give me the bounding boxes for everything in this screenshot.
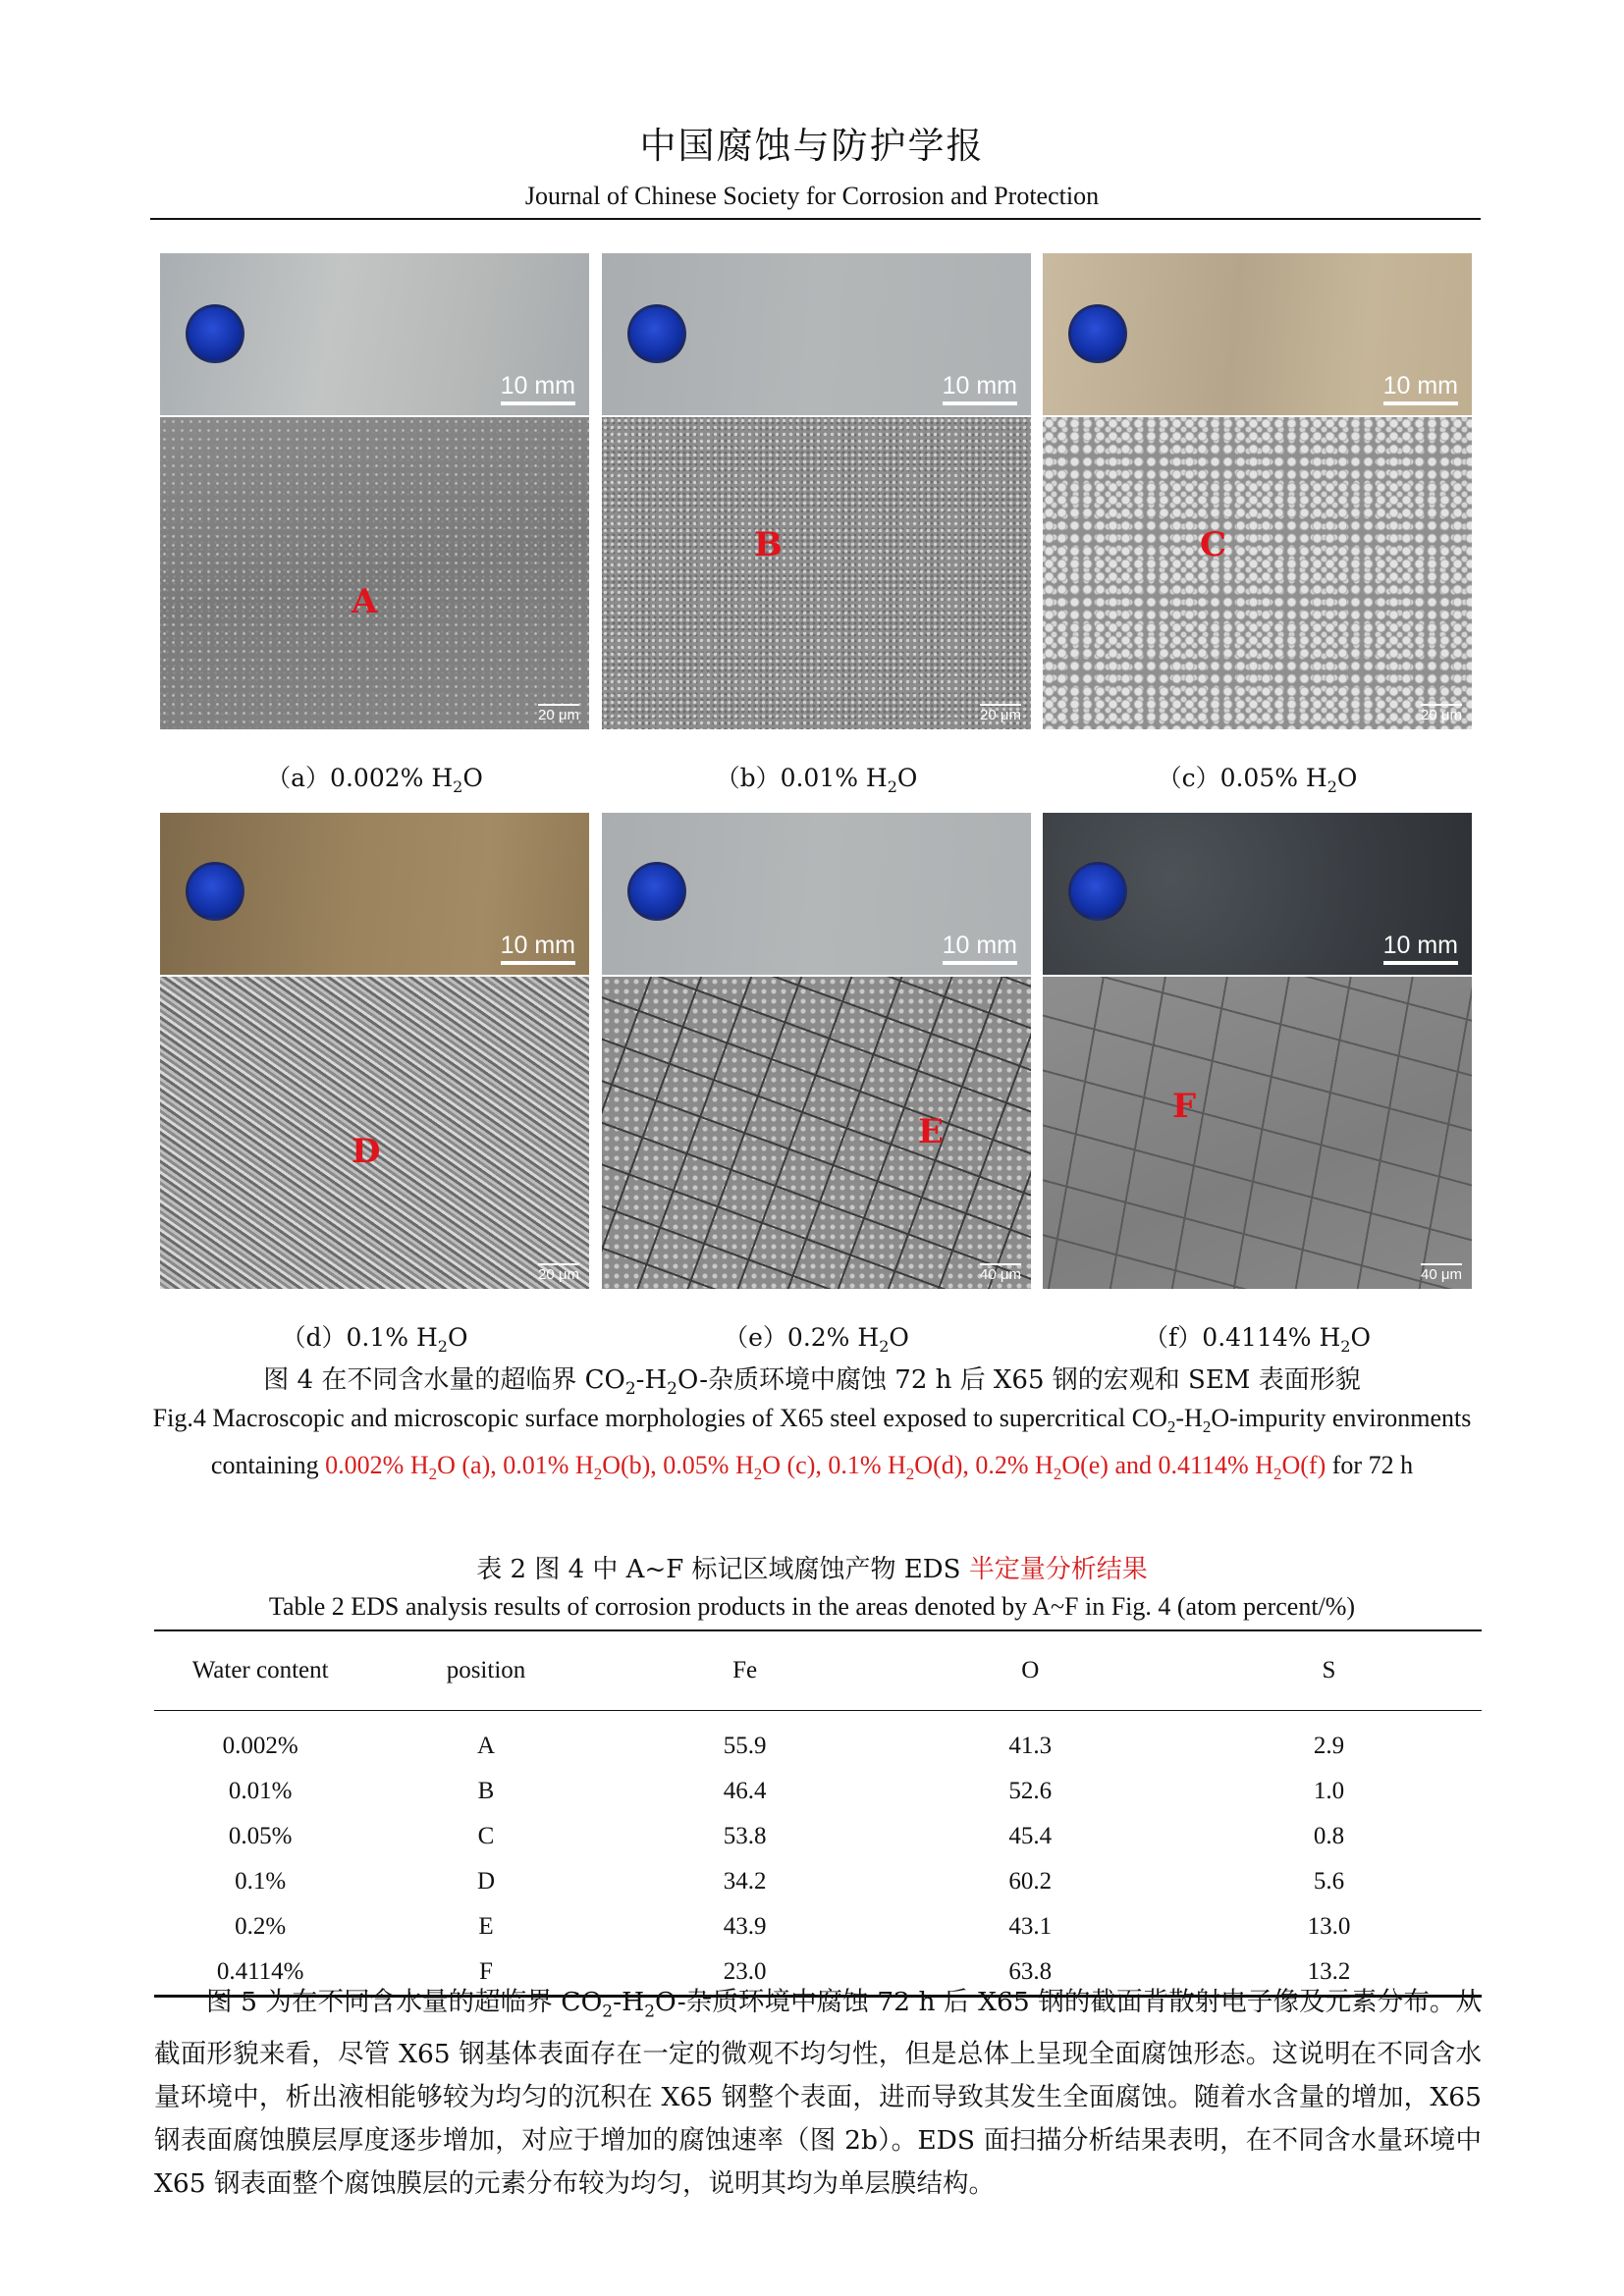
macro-scale-bar (501, 372, 575, 405)
macro-photo (160, 253, 589, 415)
specimen-hole-icon (186, 862, 244, 921)
figure-panel-d (160, 813, 589, 1289)
eds-table (154, 1629, 1482, 1998)
macro-scale-label: 10 mm (1382, 372, 1458, 400)
sem-micrograph (602, 417, 1031, 729)
table-cell: 43.9 (723, 1913, 767, 1940)
region-marker: A (352, 582, 378, 621)
table-row (154, 1859, 1482, 1904)
table-header-row (154, 1630, 1482, 1711)
region-marker: C (1200, 525, 1227, 564)
macro-scale-label: 10 mm (942, 932, 1017, 959)
specimen-hole-icon (1068, 862, 1127, 921)
table-cell: 45.4 (1008, 1823, 1053, 1849)
column-header: O (885, 1630, 1176, 1711)
figure-caption-en: Fig.4 Macroscopic and microscopic surface morphologies of X65 steel exposed to supercritical $CO_2-H_2O$-impurity environments containing 0.002% $H_2O$ (a), 0.01% $H_2O(b)$, 0.05% $H_2O$ (c), 0.1% $H_2O(d)$, 0.2% $H_2O(e)$ and 0.4114% $H_2O(f)$ for 72 h (152, 1404, 1472, 1484)
macro-photo (1043, 253, 1472, 415)
table-cell: 41.3 (1008, 1733, 1053, 1759)
table-cell: B (477, 1778, 495, 1804)
table-cell: C (477, 1823, 495, 1849)
macro-photo (602, 813, 1031, 975)
macro-photo (1043, 813, 1472, 975)
macro-scale-bar (943, 372, 1017, 405)
table-cell: 43.1 (1008, 1913, 1053, 1940)
macro-scale-bar (1383, 372, 1458, 405)
table-cell: 13.0 (1307, 1913, 1351, 1940)
macro-scale-bar (1383, 932, 1458, 965)
specimen-hole-icon (627, 862, 686, 921)
sem-scale-bar (980, 704, 1021, 723)
scale-bar-line (501, 961, 575, 965)
table-cell: 0.1% (235, 1868, 287, 1895)
table-cell: 52.6 (1008, 1778, 1053, 1804)
table-row (154, 1814, 1482, 1859)
panel-caption: （c）0.05% $H_2O$ (1157, 764, 1358, 796)
panel-caption: （e）0.2% $H_2O$ (724, 1323, 909, 1356)
panel-caption: （d）0.1% $H_2O$ (281, 1323, 468, 1356)
panel-caption: （a）0.002% $H_2O$ (266, 764, 483, 796)
scale-bar-line (943, 961, 1017, 965)
table-cell: 53.8 (723, 1823, 767, 1849)
caption-conditions: 0.002% $H_2O$ (a), 0.01% $H_2O(b)$, 0.05% $H_2O$ (c), 0.1% $H_2O(d)$, 0.2% $H_2O(e)$ and 0.4114% $H_2O(f)$ (325, 1451, 1326, 1484)
table-row (154, 1904, 1482, 1949)
sem-scale-label: 20 μm (538, 707, 579, 723)
macro-scale-label: 10 mm (1382, 932, 1458, 959)
table-cell: 0.002% (222, 1733, 298, 1759)
table-caption-en: Table 2 EDS analysis results of corrosion products in the areas denoted by A~F in Fig. 4 (atom percent/%) (268, 1592, 1356, 1621)
figure-panel-e (602, 813, 1031, 1289)
sem-scale-bar (1421, 704, 1462, 723)
table-cell: 13.2 (1176, 1949, 1482, 1997)
table-cell: 1.0 (1313, 1778, 1345, 1804)
sem-micrograph (1043, 417, 1472, 729)
table-cell: 63.8 (885, 1949, 1176, 1997)
macro-scale-bar (501, 932, 575, 965)
table-cell: 34.2 (723, 1868, 767, 1895)
scale-bar-line (943, 401, 1017, 405)
sem-scale-label: 20 μm (1421, 707, 1462, 723)
scale-bar-line (501, 401, 575, 405)
table-cell: F (366, 1949, 605, 1997)
table-cell: A (476, 1733, 496, 1759)
region-marker: D (352, 1132, 381, 1171)
table-cell: 5.6 (1313, 1868, 1345, 1895)
sem-scale-bar (1421, 1263, 1462, 1283)
table-row (154, 1711, 1482, 1770)
sem-scale-label: 40 μm (980, 1266, 1021, 1283)
scale-bar-line (1421, 1263, 1462, 1265)
macro-scale-label: 10 mm (500, 372, 575, 400)
macro-photo (160, 813, 589, 975)
column-header: Water content (154, 1630, 366, 1711)
panel-caption: （b）0.01% $H_2O$ (715, 764, 918, 796)
table-cell: 2.9 (1313, 1733, 1345, 1759)
table-cell: 60.2 (1008, 1868, 1053, 1895)
sem-scale-bar (538, 704, 579, 723)
figure-panel-f (1043, 813, 1472, 1289)
table-cell: 0.05% (228, 1823, 293, 1849)
table-cell: 55.9 (723, 1733, 767, 1759)
table-cell: E (478, 1913, 494, 1940)
sem-micrograph (1043, 977, 1472, 1289)
scale-bar-line (980, 704, 1021, 706)
figure-panel-b (602, 253, 1031, 729)
journal-title-cn: 中国腐蚀与防护学报 (639, 125, 985, 167)
body-paragraph: 图 5 为在不同含水量的超临界 $CO_2-H_2O-$杂质环境中腐蚀 72 h 后 X65 钢的截面背散射电子像及元素分布。从截面形貌来看，尽管 X65 钢基体表面存在一定的微观不均匀性，但是总体上呈现全面腐蚀形态。这说明在不同含水量环境中，析出液相能够较为均匀的沉积在 X65 钢整个表面，进而导致其发生全面腐蚀。随着水含量的增加，X65 钢表面腐蚀膜层厚度逐步增加，对应于增加的腐蚀速率（图 2b）。EDS 面扫描分析结果表明，在不同含水量环境中 X65 钢表面整个腐蚀膜层的元素分布较为均匀，说明其均为单层膜结构。 (154, 1987, 1482, 2200)
table-cell: 0.4114% (154, 1949, 366, 1997)
sem-scale-label: 20 μm (538, 1266, 579, 1283)
specimen-hole-icon (627, 304, 686, 363)
scale-bar-line (1383, 401, 1458, 405)
region-marker: F (1172, 1087, 1197, 1126)
column-header: S (1176, 1630, 1482, 1711)
macro-scale-label: 10 mm (500, 932, 575, 959)
table-cell: 0.2% (235, 1913, 287, 1940)
region-marker: B (754, 525, 783, 564)
table-caption-cn: 表 2 图 4 中 A~F 标记区域腐蚀产物 EDS 半定量分析结果 (476, 1555, 1148, 1584)
figure-panel-c (1043, 253, 1472, 729)
sem-scale-bar (538, 1263, 579, 1283)
macro-scale-bar (943, 932, 1017, 965)
scale-bar-line (538, 1263, 579, 1265)
sem-scale-bar (980, 1263, 1021, 1283)
specimen-hole-icon (186, 304, 244, 363)
scale-bar-line (1421, 704, 1462, 706)
figure-caption-cn: 图 4 在不同含水量的超临界 $CO_2-H_2O-$杂质环境中腐蚀 72 h 后 X65 钢的宏观和 SEM 表面形貌 (263, 1365, 1361, 1400)
column-header: position (366, 1630, 605, 1711)
journal-title-en: Journal of Chinese Society for Corrosion and Protection (524, 182, 1100, 210)
region-marker: E (918, 1112, 944, 1151)
table-cell: 0.01% (228, 1778, 293, 1804)
panel-caption: （f）0.4114% $H_2O$ (1144, 1323, 1371, 1356)
macro-scale-label: 10 mm (942, 372, 1017, 400)
header-rule (150, 218, 1481, 220)
sem-micrograph (160, 977, 589, 1289)
sem-micrograph (602, 977, 1031, 1289)
table-cell: 23.0 (606, 1949, 885, 1997)
sem-micrograph (160, 417, 589, 729)
figure-panel-a (160, 253, 589, 729)
table-cell: 46.4 (723, 1778, 767, 1804)
column-header: Fe (606, 1630, 885, 1711)
sem-scale-label: 20 μm (980, 707, 1021, 723)
table-row (154, 1769, 1482, 1814)
scale-bar-line (980, 1263, 1021, 1265)
scale-bar-line (1383, 961, 1458, 965)
scale-bar-line (538, 704, 579, 706)
macro-photo (602, 253, 1031, 415)
specimen-hole-icon (1068, 304, 1127, 363)
table-cell: 0.8 (1313, 1823, 1345, 1849)
table-cell: D (476, 1868, 496, 1895)
sem-scale-label: 40 μm (1421, 1266, 1462, 1283)
